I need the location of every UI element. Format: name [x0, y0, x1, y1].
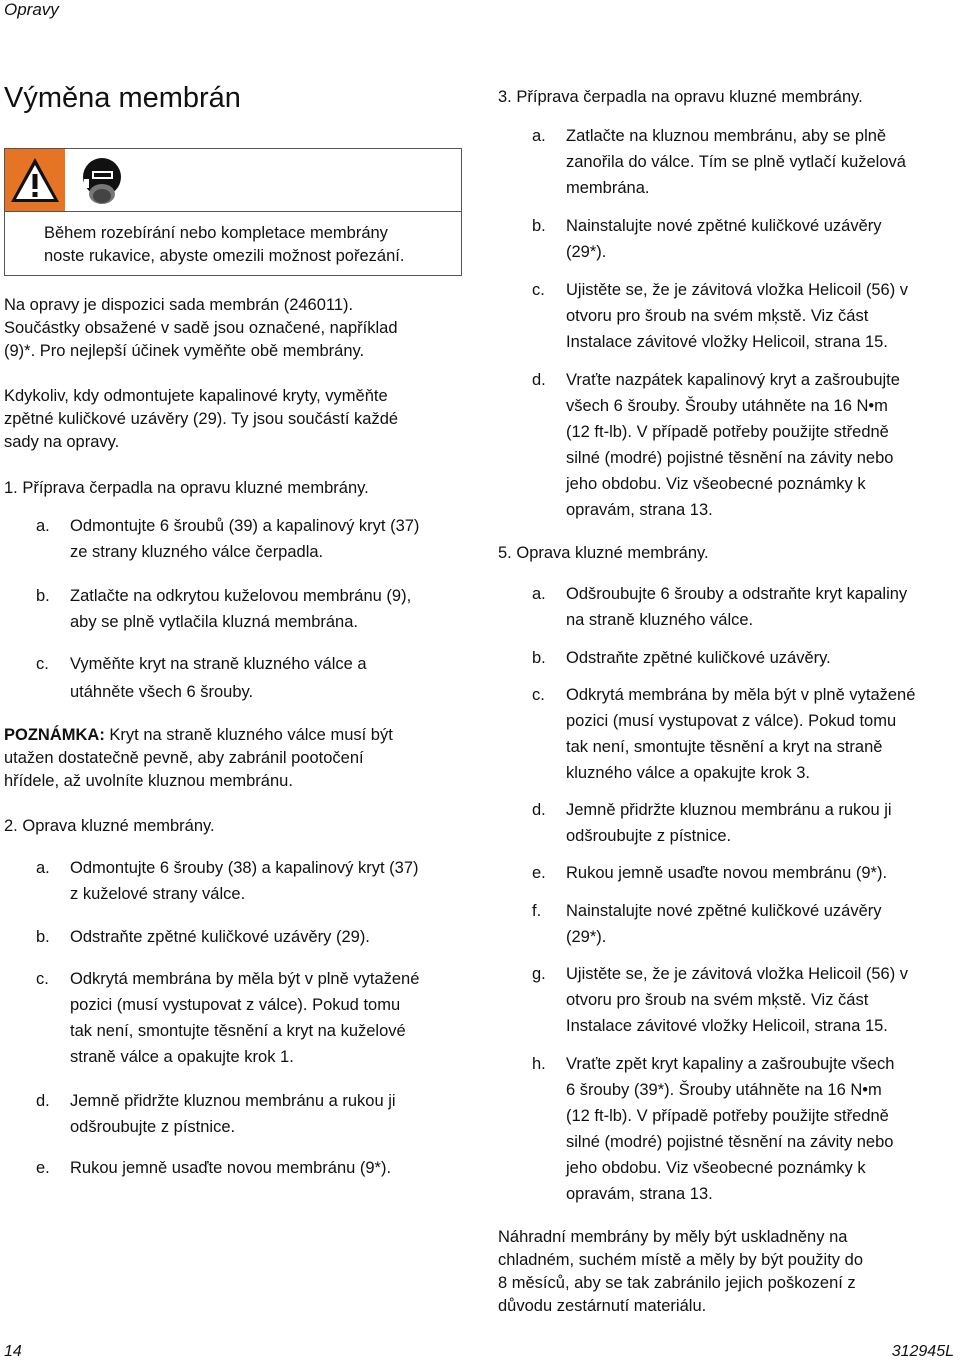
step-5d: d. Jemně přidržte kluznou membránu a rukou ji odšroubujte z pístnice.: [532, 801, 892, 845]
step-5h: h. Vraťte zpět kryt kapaliny a zašroubujte všech 6 šrouby (39*). Šrouby utáhněte na 16 N•m (12 ft-lb). V případě potřeby použijte středně silné (modré) pojistné těsnění na závity nebo jeho obdobu. Viz všeobecné poznámky k opravám, strana 13.: [532, 1055, 895, 1203]
closing-paragraph: Náhradní membrány by měly být uskladněny na chladném, suchém místě a měly by být použity do 8 měsíců, aby se tak zabránilo jejich poškození z důvodu zestárnutí materiálu.: [498, 1228, 863, 1315]
step-2c: c. Odkrytá membrána by měla být v plně vytažené pozici (musí vystupovat z válce). Pokud tomu tak není, smontujte těsnění a kryt na kuželové straně válce a opakujte krok 1.: [36, 970, 420, 1066]
step-1-heading: 1. Příprava čerpadla na opravu kluzné membrány.: [4, 479, 369, 497]
document-number: 312945L: [891, 1343, 954, 1360]
warning-triangle-icon: [5, 149, 65, 211]
step-2e: e. Rukou jemně usaďte novou membránu (9*).: [36, 1159, 392, 1177]
step-2a: a. Odmontujte 6 šrouby (38) a kapalinový kryt (37) z kuželové strany válce.: [36, 859, 419, 903]
step-5c: c. Odkrytá membrána by měla být v plně vytažené pozici (musí vystupovat z válce). Pokud tomu tak není, smontujte těsnění a kryt na straně kluzného válce a opakujte krok 3.: [532, 686, 916, 782]
page-title: Výměna membrán: [4, 82, 241, 114]
page-number: 14: [4, 1343, 22, 1360]
warning-text: Během rozebírání nebo kompletace membrány noste rukavice, abyste omezili možnost pořezání.: [44, 224, 405, 265]
note-paragraph: POZNÁMKA: Kryt na straně kluzného válce musí být utažen dostatečně pevně, aby zabránil pootočení hřídele, až uvolníte kluznou membránu.: [4, 726, 393, 790]
intro-paragraph-2: Kdykoliv, kdy odmontujete kapalinové kryty, vyměňte zpětné kuličkové uzávěry (29). Ty jsou součástí každé sady na opravy.: [4, 387, 399, 451]
step-3-heading: 3. Příprava čerpadla na opravu kluzné membrány.: [498, 88, 863, 106]
step-3b: b. Nainstalujte nové zpětné kuličkové uzávěry (29*).: [532, 217, 882, 261]
step-2-heading: 2. Oprava kluzné membrány.: [4, 817, 215, 835]
safety-helmet-icon: [80, 155, 124, 207]
intro-paragraph-1: Na opravy je dispozici sada membrán (246011). Součástky obsažené v sadě jsou označené, například (9)*. Pro nejlepší účinek vyměňte obě membrány.: [4, 296, 398, 360]
step-5e: e. Rukou jemně usaďte novou membránu (9*).: [532, 864, 888, 882]
step-5b: b. Odstraňte zpětné kuličkové uzávěry.: [532, 649, 831, 667]
step-5f: f. Nainstalujte nové zpětné kuličkové uzávěry (29*).: [532, 902, 882, 946]
step-1b: b. Zatlačte na odkrytou kuželovou membránu (9), aby se plně vytlačila kluzná membrána.: [36, 587, 412, 631]
warning-icon-row: [5, 149, 461, 212]
step-1a: a. Odmontujte 6 šroubů (39) a kapalinový kryt (37) ze strany kluzného válce čerpadla.: [36, 517, 420, 561]
step-2d: d. Jemně přidržte kluznou membránu a rukou ji odšroubujte z pístnice.: [36, 1092, 396, 1136]
step-5a: a. Odšroubujte 6 šrouby a odstraňte kryt kapaliny na straně kluzného válce.: [532, 585, 908, 629]
step-5g: g. Ujistěte se, že je závitová vložka Helicoil (56) v otvoru pro šroub na svém mķstě. Viz část Instalace závitové vložky Helicoil, strana 15.: [532, 965, 909, 1035]
step-1c: c. Vyměňte kryt na straně kluzného válce a utáhněte všech 6 šrouby.: [36, 655, 367, 701]
warning-box: [4, 148, 462, 276]
step-3a: a. Zatlačte na kluznou membránu, aby se plně zanořila do válce. Tím se plně vytlačí kuželová membrána.: [532, 127, 906, 197]
section-header: Opravy: [4, 0, 59, 19]
step-5-heading: 5. Oprava kluzné membrány.: [498, 544, 709, 562]
step-3d: d. Vraťte nazpátek kapalinový kryt a zašroubujte všech 6 šrouby. Šrouby utáhněte na 16 N•m (12 ft-lb). V případě potřeby použijte středně silné (modré) pojistné těsnění na závity nebo jeho obdobu. Viz všeobecné poznámky k opravám, strana 13.: [532, 371, 900, 519]
step-2b: b. Odstraňte zpětné kuličkové uzávěry (29).: [36, 928, 370, 946]
step-3c: c. Ujistěte se, že je závitová vložka Helicoil (56) v otvoru pro šroub na svém mķstě. Viz část Instalace závitové vložky Helicoil, strana 15.: [532, 281, 909, 351]
